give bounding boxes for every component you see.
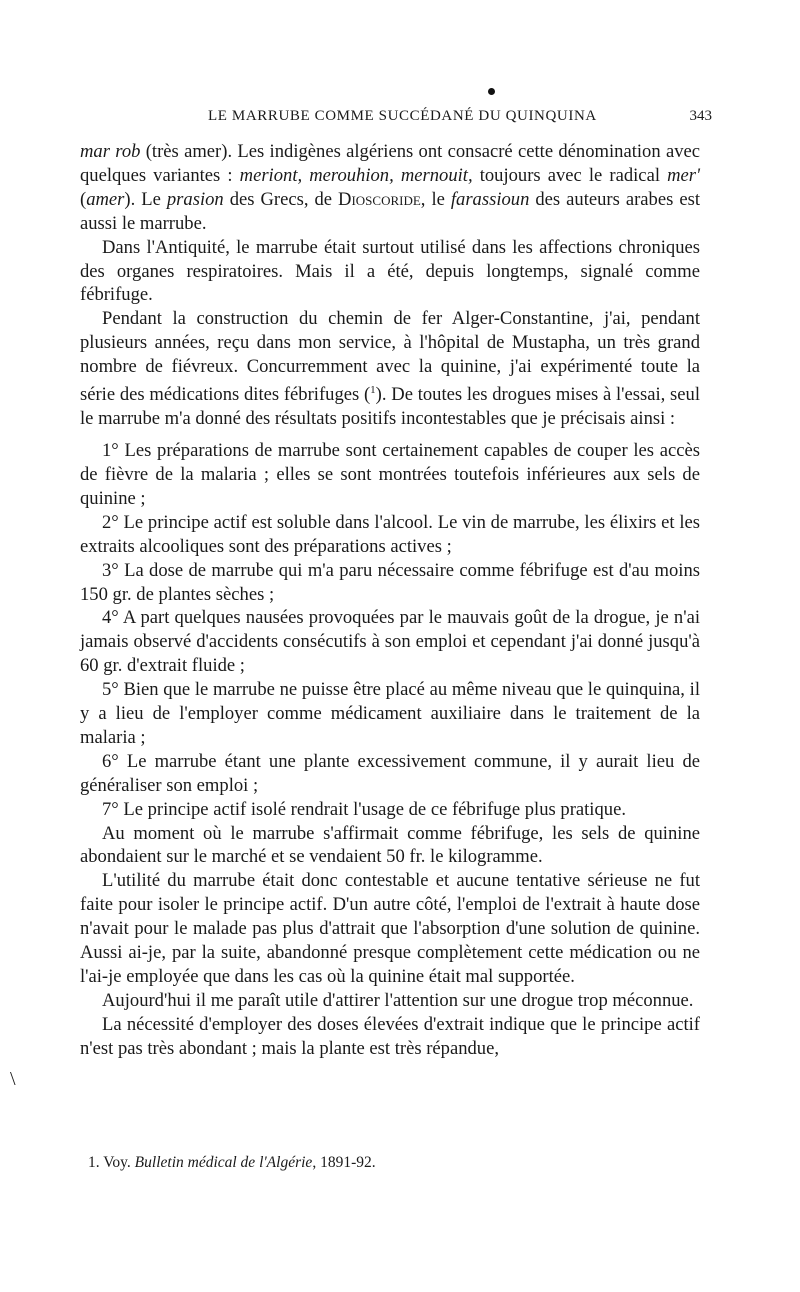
- list-item: 3° La dose de marrube qui m'a paru nécessaire comme fébrifuge est d'au moins 150 gr. de plantes sèches ;: [80, 559, 700, 605]
- italic-term: amer: [86, 188, 125, 210]
- running-title: LE MARRUBE COMME SUCCÉDANÉ DU QUINQUINA: [208, 108, 597, 124]
- page-number: 343: [689, 108, 712, 124]
- paragraph: [80, 307, 700, 431]
- list-item: 1° Les préparations de marrube sont certainement capables de couper les accès de fièvre de la malaria ; elles se sont montrées toutefois inférieures aux sels de quinine ;: [80, 440, 700, 509]
- footnote-ref: 1: [370, 384, 376, 397]
- list-item: 5° Bien que le marrube ne puisse être placé au même niveau que le quinquina, il y a lieu de l'employer comme médicament auxiliaire dans le traitement de la malaria ;: [80, 679, 700, 748]
- list-item: 2° Le principe actif est soluble dans l'alcool. Le vin de marrube, les élixirs et les extraits alcooliques sont des préparations actives ;: [80, 511, 700, 557]
- text-run: , le: [420, 188, 451, 210]
- margin-mark: \: [10, 1068, 16, 1090]
- paragraph: L'utilité du marrube était donc contestable et aucune tentative sérieuse ne fut faite pour isoler le principe actif. D'un autre côté, l'emploi de l'extrait à haute dose n'avait pour le malade pas plus d'attrait que l'absorption d'une solution de quinine. Aussi ai-je, par la suite, abandonné presque complètement cette médication ou ne l'ai-je employée que dans les cas où la quinine était mal supportée.: [80, 870, 700, 987]
- paragraph: Au moment où le marrube s'affirmait comme fébrifuge, les sels de quinine abondaient sur le marché et se vendaient 50 fr. le kilogramme.: [80, 822, 700, 868]
- footnote: [88, 1153, 708, 1173]
- footnote-text: 1. Voy.: [88, 1154, 135, 1171]
- journal-title: Bulletin médical de l'Algérie: [134, 1154, 313, 1171]
- italic-term: farassioun: [450, 188, 530, 210]
- text-run: Pendant la construction du chemin de fer Alger-Constantine, j'ai, pendant plusieurs années, reçu dans mon service, à l'hôpital de Mustapha, un très grand nombre de fiévreux. Concurremment avec la quinine, j'ai expérimenté toute la série des médications dites fébrifuges (: [80, 308, 700, 406]
- paragraph: [80, 140, 700, 236]
- italic-term: meriont, merouhion, mernouit,: [239, 164, 473, 186]
- author-name: Dioscoride: [338, 188, 421, 210]
- ink-dot: [488, 88, 495, 95]
- list-item: 7° Le principe actif isolé rendrait l'usage de ce fébrifuge plus pratique.: [102, 798, 626, 820]
- text-run: des Grecs, de: [223, 188, 339, 210]
- text-run: (: [80, 188, 87, 210]
- text-run: toujours avec le radical: [472, 164, 668, 186]
- italic-term: mer': [667, 164, 700, 186]
- body-text: [80, 140, 700, 1061]
- paragraph: Aujourd'hui il me paraît utile d'attirer l'attention sur une drogue trop méconnue.: [102, 989, 694, 1011]
- footnote-text: , 1891-92.: [312, 1154, 376, 1171]
- text-run: ). De toutes les drogues mises à l'essai, seul le marrube m'a donné des résultats positifs incontestables que je précisais ainsi :: [80, 384, 701, 430]
- text-run: ). Le: [124, 188, 167, 210]
- list-item: 6° Le marrube étant une plante excessivement commune, il y aurait lieu de généraliser son emploi ;: [80, 750, 700, 796]
- italic-term: mar rob: [80, 141, 141, 162]
- paragraph: Dans l'Antiquité, le marrube était surtout utilisé dans les affections chroniques des organes respiratoires. Mais il a été, depuis longtemps, signalé comme fébrifuge.: [80, 236, 700, 306]
- running-header: [80, 108, 712, 132]
- text-run: (très amer). Les indigènes algériens ont consacré cette dénomination avec quelques variantes :: [80, 141, 700, 186]
- italic-term: prasion: [166, 188, 224, 210]
- paragraph: La nécessité d'employer des doses élevées d'extrait indique que le principe actif n'est pas très abondant ; mais la plante est très répandue,: [80, 1013, 700, 1059]
- list-item: 4° A part quelques nausées provoquées par le mauvais goût de la drogue, je n'ai jamais observé d'accidents consécutifs à son emploi et cependant j'ai donné jusqu'à 60 gr. d'extrait fluide ;: [80, 607, 700, 677]
- text-run: des auteurs arabes est aussi le marrube.: [80, 188, 700, 234]
